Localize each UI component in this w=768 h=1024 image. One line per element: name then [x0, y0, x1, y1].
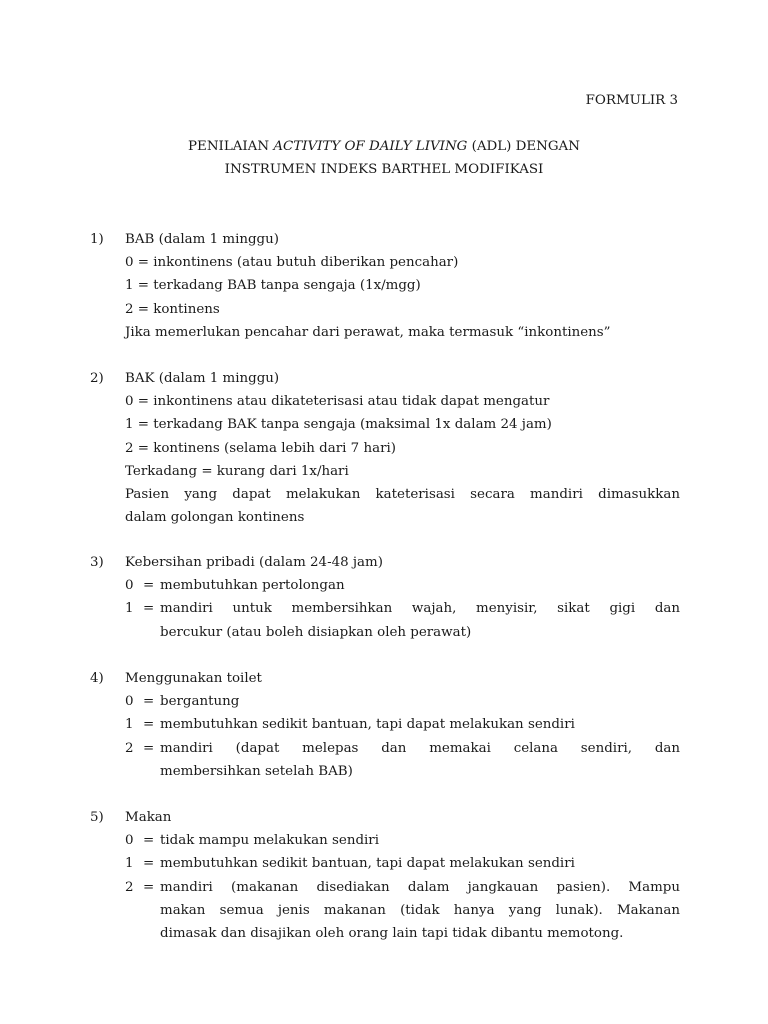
option-text: mandiri untuk membersihkan wajah, menyisir, sikat gigi dan — [160, 601, 680, 617]
option-equals: = — [143, 879, 155, 895]
section-number: 4) — [90, 671, 104, 686]
option-score: 1 — [125, 601, 134, 617]
option-score: 0 — [125, 578, 134, 594]
section-number: 1) — [90, 232, 104, 247]
option-line: 1 = terkadang BAB tanpa sengaja (1x/mgg) — [125, 278, 421, 294]
option-text: membutuhkan sedikit bantuan, tapi dapat melakukan sendiri — [160, 717, 575, 733]
option-equals: = — [143, 717, 155, 733]
option-text-continued: bercukur (atau boleh disiapkan oleh perawat) — [160, 624, 472, 640]
option-score: 2 — [125, 740, 134, 756]
option-line: 0 = inkontinens (atau butuh diberikan pencahar) — [125, 255, 459, 271]
section-heading: BAK (dalam 1 minggu) — [125, 371, 280, 386]
document-title-line-1 — [0, 138, 768, 156]
title-pre: PENILAIAN — [188, 139, 274, 154]
option-score: 1 — [125, 856, 134, 872]
section-bab — [90, 228, 680, 344]
option-text: bergantung — [160, 694, 240, 710]
option-text: membutuhkan pertolongan — [160, 578, 345, 594]
option-line: 0 = inkontinens atau dikateterisasi atau tidak dapat mengatur — [125, 394, 550, 410]
option-line: 1 = terkadang BAK tanpa sengaja (maksimal 1x dalam 24 jam) — [125, 417, 552, 433]
note-line: Pasien yang dapat melakukan kateterisasi secara mandiri dimasukkan — [125, 486, 680, 502]
section-heading: Makan — [125, 810, 172, 825]
section-heading: Menggunakan toilet — [125, 671, 262, 686]
section-eating — [90, 806, 680, 945]
title-italic: ACTIVITY OF DAILY LIVING — [273, 139, 468, 154]
option-text-continued: membersihkan setelah BAB) — [160, 763, 353, 779]
note-line: dalam golongan kontinens — [125, 510, 305, 526]
option-equals: = — [143, 740, 155, 756]
option-text: mandiri (dapat melepas dan memakai celana sendiri, dan — [160, 740, 680, 756]
option-score: 2 — [125, 879, 134, 895]
option-text: mandiri (makanan disediakan dalam jangkauan pasien). Mampu — [160, 879, 680, 895]
option-line: 2 = kontinens (selama lebih dari 7 hari) — [125, 440, 396, 456]
option-line: 2 = kontinens — [125, 301, 220, 317]
section-bak — [90, 367, 680, 529]
section-number: 3) — [90, 555, 104, 570]
section-toilet — [90, 667, 680, 783]
option-score: 1 — [125, 717, 134, 733]
section-heading: Kebersihan pribadi (dalam 24-48 jam) — [125, 555, 383, 570]
note-line: Jika memerlukan pencahar dari perawat, maka termasuk “inkontinens” — [125, 324, 611, 340]
option-text-continued: dimasak dan disajikan oleh orang lain tapi tidak dibantu memotong. — [160, 925, 624, 941]
section-number: 2) — [90, 371, 104, 386]
option-equals: = — [143, 833, 155, 849]
option-equals: = — [143, 856, 155, 872]
option-equals: = — [143, 601, 155, 617]
section-personal-hygiene — [90, 551, 680, 644]
document-title-line-2: INSTRUMEN INDEKS BARTHEL MODIFIKASI — [224, 162, 544, 177]
title-post: (ADL) DENGAN — [467, 139, 580, 154]
option-text-continued: makan semua jenis makanan (tidak hanya yang lunak). Makanan — [160, 902, 680, 918]
section-heading: BAB (dalam 1 minggu) — [125, 232, 279, 247]
section-number: 5) — [90, 810, 104, 825]
option-equals: = — [143, 578, 155, 594]
option-text: tidak mampu melakukan sendiri — [160, 833, 379, 849]
option-score: 0 — [125, 833, 134, 849]
option-text: membutuhkan sedikit bantuan, tapi dapat melakukan sendiri — [160, 856, 575, 872]
form-number: FORMULIR 3 — [585, 93, 678, 108]
option-equals: = — [143, 694, 155, 710]
option-score: 0 — [125, 694, 134, 710]
note-line: Terkadang = kurang dari 1x/hari — [125, 463, 349, 479]
